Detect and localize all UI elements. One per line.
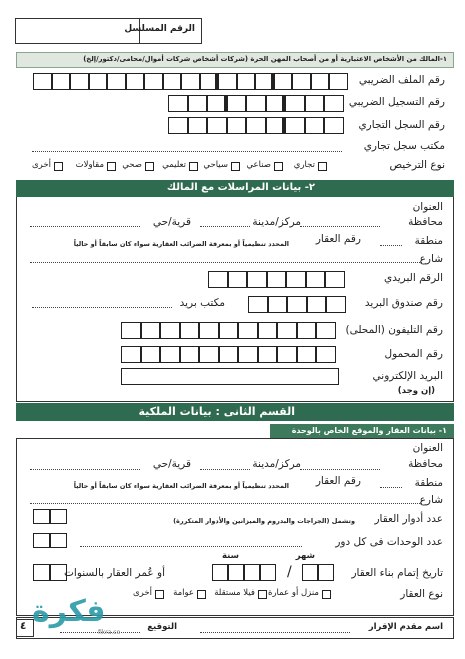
commercial-register-digit-9[interactable] [324,117,344,134]
landline-label: رقم التليفون (المحلى) [345,324,443,336]
corr-governorate-label: محافظة [408,216,443,228]
commercial-register-label: رقم السجل التجاري [358,119,445,131]
month-label: شهر [295,551,315,561]
property-type-option-label-3: عوامة [173,588,194,598]
commercial-register-digit-4[interactable] [227,117,247,134]
corr-property-number-label: رقم العقار [315,233,361,245]
watermark-logo: فكرة [32,594,106,629]
mobile-digit-11[interactable] [316,346,336,363]
post-office-label: مكتب بريد [179,297,225,309]
correspondence-title: ٢- بيانات المراسلات مع المالك [166,182,315,193]
prop-center-city-field[interactable] [200,469,250,470]
corr-village-field[interactable] [30,226,140,227]
email-note: (إن وجد) [397,386,435,396]
license-option-label-5: صحي [122,160,142,170]
tax-file-digit-9[interactable] [181,73,200,90]
commercial-register-digit-7[interactable] [285,117,305,134]
tax-registration-digit-3[interactable] [207,95,227,112]
tax-file-digit-8[interactable] [163,73,182,90]
landline-digit-6[interactable] [219,322,239,339]
postal-code-digit-2[interactable] [228,271,248,288]
tax-file-digit-17[interactable] [329,73,348,90]
corr-street-field[interactable] [30,262,422,263]
license-type-label: نوع الترخيص [389,159,445,171]
mobile-digit-9[interactable] [277,346,297,363]
tax-file-digit-3[interactable] [70,73,89,90]
build-year-digit-1[interactable] [212,564,228,581]
floors-box-1[interactable] [33,509,50,524]
postal-code-digit-5[interactable] [286,271,306,288]
po-box-digit-4[interactable] [307,296,327,313]
po-box-digit-1[interactable] [248,296,268,313]
prop-village-label: قرية/حي [152,458,191,470]
landline-digit-2[interactable] [141,322,161,339]
prop-center-city-label: مركز/مدينة [252,458,301,470]
prop-governorate-label: محافظة [408,458,443,470]
tax-registration-label: رقم التسجيل الضريبي [348,96,445,108]
commercial-register-digit-2[interactable] [188,117,208,134]
subsection-title: ١- بيانات العقار والموقع الخاص بالوحدة [291,426,447,435]
po-box-digit-2[interactable] [268,296,288,313]
units-per-floor-label: عدد الوحدات فى كل دور [335,536,443,548]
license-checkbox-3[interactable] [231,162,240,171]
commercial-register-digit-5[interactable] [246,117,266,134]
watermark-url: fikra.co [98,629,121,636]
license-checkbox-1[interactable] [318,162,327,171]
tax-file-digit-7[interactable] [144,73,163,90]
age-box-1[interactable] [33,564,50,581]
mobile-digit-3[interactable] [160,346,180,363]
register-office-field[interactable] [32,151,342,152]
corr-district-label: منطقة [414,235,443,247]
floors-box-2[interactable] [50,509,67,524]
license-checkbox-5[interactable] [145,162,154,171]
corr-center-city-label: مركز/مدينة [252,216,301,228]
prop-property-number-note: المحدد تنظيمياً أو بمعرفة الضرائب العقارية سواء كان سابقاً أو حالياً [73,482,289,490]
property-type-checkbox-1[interactable] [322,590,331,599]
part-two-title: القسم الثانى : بيانات الملكية [138,405,295,418]
landline-digit-3[interactable] [160,322,180,339]
tax-file-digit-15[interactable] [292,73,311,90]
tax-file-digit-1[interactable] [33,73,52,90]
corr-center-city-field[interactable] [200,226,250,227]
prop-village-field[interactable] [30,469,140,470]
tax-file-label: رقم الملف الضريبي [358,74,445,86]
tax-registration-digit-2[interactable] [188,95,208,112]
units-dots [80,546,302,547]
license-checkbox-6[interactable] [107,162,116,171]
mobile-digit-6[interactable] [219,346,239,363]
mobile-digit-8[interactable] [258,346,278,363]
postal-code-digit-1[interactable] [208,271,228,288]
license-checkbox-7[interactable] [54,162,63,171]
build-month-digit-2[interactable] [318,564,334,581]
property-type-checkbox-3[interactable] [197,590,206,599]
license-option-label-3: سياحي [203,160,228,170]
date-separator: / [287,564,292,580]
po-box-label: رقم صندوق البريد [364,297,443,309]
license-option-label-1: تجاري [293,160,315,170]
declarant-label: اسم مقدم الإقرار [368,622,443,632]
property-type-checkbox-2[interactable] [258,590,267,599]
po-box-digit-5[interactable] [326,296,346,313]
prop-district-label: منطقة [414,477,443,489]
signature-label: التوقيع [147,622,177,632]
corr-governorate-field[interactable] [300,226,380,227]
commercial-register-digit-3[interactable] [207,117,227,134]
license-checkbox-4[interactable] [189,162,198,171]
tax-file-digit-5[interactable] [107,73,126,90]
prop-district-field[interactable] [380,487,402,488]
mobile-digit-5[interactable] [199,346,219,363]
license-checkbox-2[interactable] [274,162,283,171]
build-date-label: تاريخ إتمام بناء العقار [351,567,443,579]
units-box-2[interactable] [50,533,67,548]
build-year-digit-4[interactable] [260,564,276,581]
landline-digit-1[interactable] [121,322,141,339]
postal-code-digit-6[interactable] [306,271,326,288]
landline-digit-9[interactable] [277,322,297,339]
serial-number-label: الرقم المسلسل [124,24,195,34]
prop-governorate-field[interactable] [300,469,380,470]
prop-address-label: العنوان [412,442,443,454]
email-field[interactable] [121,368,339,385]
build-month-digit-1[interactable] [302,564,318,581]
license-option-label-6: مقاولات [75,160,104,170]
landline-digit-10[interactable] [297,322,317,339]
commercial-register-digit-1[interactable] [168,117,188,134]
landline-digit-5[interactable] [199,322,219,339]
property-type-label: نوع العقار [400,588,443,600]
mobile-digit-1[interactable] [121,346,141,363]
corr-address-label: العنوان [412,201,443,213]
page-number: ٤ [20,620,27,632]
prop-property-number-label: رقم العقار [315,475,361,487]
commercial-register-digit-6[interactable] [266,117,286,134]
corr-street-label: شارع [419,253,443,265]
register-office-label: مكتب سجل تجاري [363,140,445,152]
tax-registration-digit-8[interactable] [305,95,325,112]
postal-code-digit-4[interactable] [267,271,287,288]
tax-registration-digit-7[interactable] [285,95,305,112]
tax-registration-digit-5[interactable] [246,95,266,112]
postal-code-digit-3[interactable] [247,271,267,288]
corr-village-label: قرية/حي [152,216,191,228]
landline-digit-11[interactable] [316,322,336,339]
prop-street-label: شارع [419,494,443,506]
tax-registration-digit-4[interactable] [227,95,247,112]
property-type-checkbox-4[interactable] [155,590,164,599]
serial-number-field[interactable] [15,18,140,44]
tax-registration-digit-6[interactable] [266,95,286,112]
landline-digit-8[interactable] [258,322,278,339]
tax-file-digit-2[interactable] [52,73,71,90]
tax-file-digit-11[interactable] [218,73,237,90]
floors-label: عدد أدوار العقار [374,513,443,525]
floors-note: وتشمل (الجراجات والبدروم والميزانين والأدوار المتكررة) [173,517,355,525]
tax-file-digit-16[interactable] [311,73,330,90]
mobile-digit-2[interactable] [141,346,161,363]
license-option-label-7: أخرى [32,160,51,170]
age-label: أو عُمر العقار بالسنوات [64,567,165,579]
corr-property-number-note: المحدد تنظيمياً أو بمعرفة الضرائب العقارية سواء كان سابقاً أو حالياً [73,240,289,248]
build-year-digit-2[interactable] [228,564,244,581]
mobile-digit-10[interactable] [297,346,317,363]
email-label: البريد الإلكتروني [372,370,443,382]
landline-digit-4[interactable] [180,322,200,339]
year-label: سنة [222,551,239,561]
postal-code-digit-7[interactable] [325,271,345,288]
tax-file-digit-6[interactable] [126,73,145,90]
landline-digit-7[interactable] [238,322,258,339]
commercial-register-digit-8[interactable] [305,117,325,134]
tax-file-digit-14[interactable] [274,73,293,90]
mobile-digit-4[interactable] [180,346,200,363]
declarant-field[interactable] [200,632,350,633]
build-year-digit-3[interactable] [244,564,260,581]
mobile-digit-7[interactable] [238,346,258,363]
tax-registration-digit-1[interactable] [168,95,188,112]
license-option-label-2: صناعي [246,160,271,170]
property-type-option-label-4: أخرى [133,588,152,598]
mobile-label: رقم المحمول [384,348,443,360]
tax-file-digit-4[interactable] [89,73,108,90]
postal-code-label: الرقم البريدي [384,272,443,284]
prop-street-field[interactable] [30,503,422,504]
corr-district-field[interactable] [380,245,402,246]
po-box-digit-3[interactable] [287,296,307,313]
tax-file-digit-12[interactable] [237,73,256,90]
property-type-option-label-2: فيلا مستقلة [214,588,255,598]
property-type-option-label-1: منزل أو عمارة [268,588,319,598]
tax-file-digit-10[interactable] [200,73,219,90]
license-option-label-4: تعليمي [162,160,186,170]
tax-file-digit-13[interactable] [255,73,274,90]
post-office-field[interactable] [32,307,172,308]
owner-section-title: ١-المالك من الأشخاص الاعتبارية أو من أصحاب المهن الحرة (شركات أشخاص شركات أموال/محامى/دكتور/إلخ) [83,55,447,63]
tax-registration-digit-9[interactable] [324,95,344,112]
units-box-1[interactable] [33,533,50,548]
